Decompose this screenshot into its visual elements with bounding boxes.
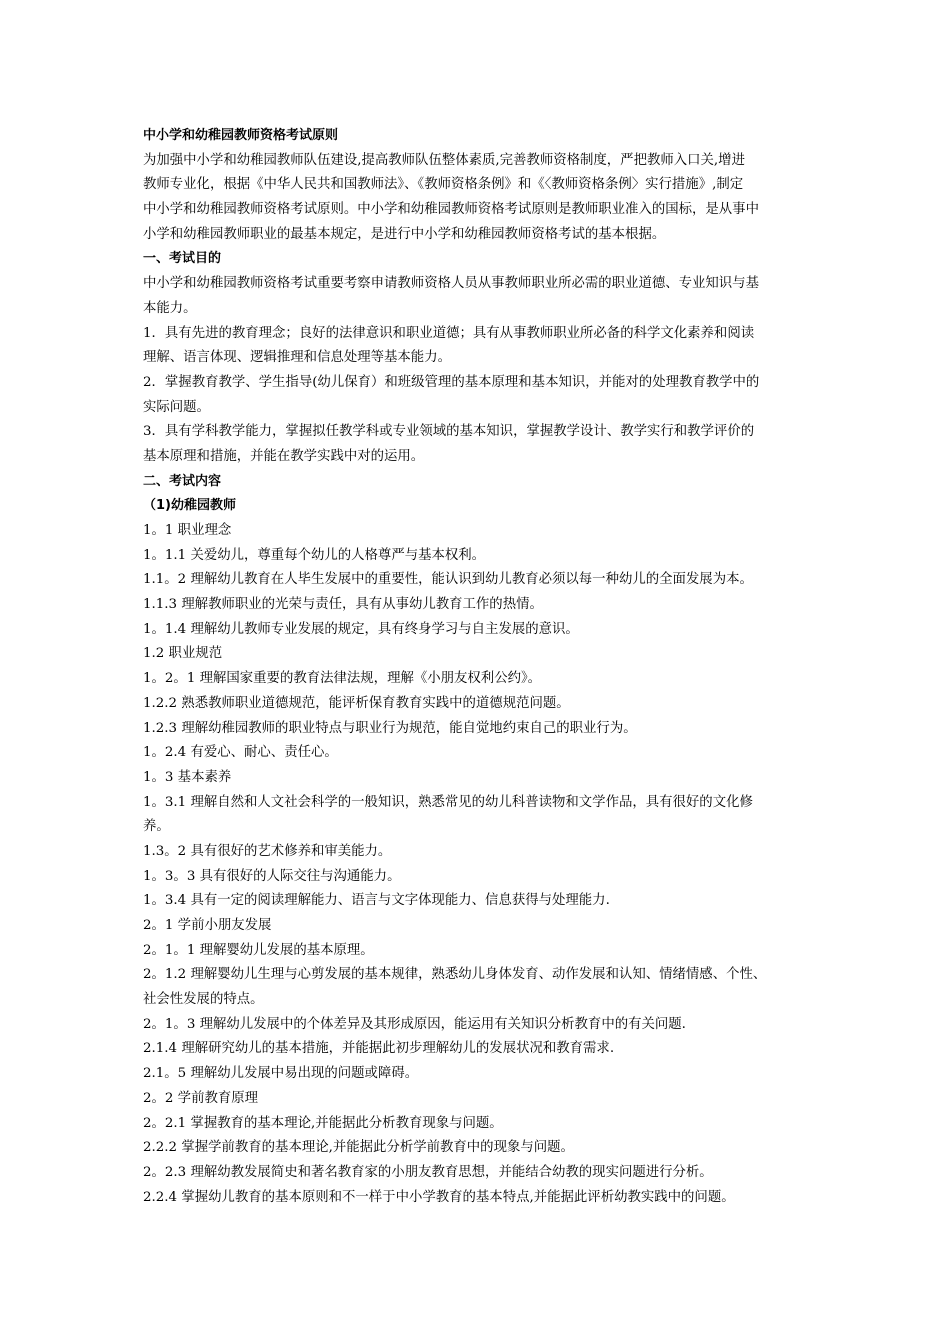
section1-line: 中小学和幼稚园教师资格考试重要考察申请教师资格人员从事教师职业所必需的职业道德、专业知识与基 (143, 276, 759, 292)
section2-line: 2。1 学前小朋友发展 (143, 918, 272, 933)
section1-line: 基本原理和措施，并能在教学实践中对的运用。 (143, 448, 425, 464)
section2-body (143, 519, 823, 1210)
section2-line: 1。2.4 有爱心、耐心、责任心。 (143, 745, 338, 761)
section2-line: 2.1。5 理解幼儿发展中易出现的问题或障碍。 (143, 1066, 419, 1082)
section2-line: 1.1。2 理解幼儿教育在人毕生发展中的重要性，能认识到幼儿教育必须以每一种幼儿的全面发展为本。 (143, 572, 753, 588)
intro-line: 为加强中小学和幼稚园教师队伍建设,提高教师队伍整体素质,完善教师资格制度，严把教师入口关,增进 (143, 152, 745, 168)
section2-line: 1.1.3 理解教师职业的光荣与责任，具有从事幼儿教育工作的热情。 (143, 597, 543, 613)
intro-line: 教师专业化，根据《中华人民共和国教师法》、《教师资格条例》和《〈教师资格条例〉实行措施》,制定 (143, 177, 744, 193)
section2-line: 1.2.3 理解幼稚园教师的职业特点与职业行为规范，能自觉地约束自己的职业行为。 (143, 720, 637, 736)
section2-line: 养。 (143, 819, 170, 835)
section2-line: 1。3 基本素养 (143, 769, 232, 785)
section2-line: 2。2.3 理解幼教发展简史和著名教育家的小朋友教育思想，并能结合幼教的现实问题进行分析。 (143, 1164, 713, 1180)
section2-line: 2。2 学前教育原理 (143, 1090, 259, 1106)
section2-line: 1。1.4 理解幼儿教师专业发展的规定，具有终身学习与自主发展的意识。 (143, 621, 579, 637)
section2-line: 社会性发展的特点。 (143, 992, 264, 1008)
section2-line: 1.3。2 具有很好的艺术修养和审美能力。 (143, 843, 392, 859)
section1-line: 1．具有先进的教育理念；良好的法律意识和职业道德；具有从事教师职业所必备的科学文化素养和阅读 (143, 325, 755, 341)
section2-subheading: （1)幼稚园教师 (143, 498, 236, 514)
section2-line: 2.2.2 掌握学前教育的基本理论,并能据此分析学前教育中的现象与问题。 (143, 1140, 574, 1156)
section2-line: 1.2.2 熟悉教师职业道德规范，能评析保育教育实践中的道德规范问题。 (143, 695, 570, 711)
intro-paragraph (143, 149, 823, 248)
section1-line: 3．具有学科教学能力，掌握拟任教学科或专业领域的基本知识，掌握教学设计、教学实行和教学评价的 (143, 424, 755, 440)
section2-line: 1。3。3 具有很好的人际交往与沟通能力。 (143, 868, 401, 884)
document-body (143, 124, 823, 1210)
section2-line: 2。1。1 理解婴幼儿发展的基本原理。 (143, 942, 374, 958)
section1-heading: 一、考试目的 (143, 251, 222, 267)
section1-line: 实际问题。 (143, 399, 210, 415)
section1-line: 2．掌握教育教学、学生指导(幼儿保育）和班级管理的基本原理和基本知识，并能对的处理教育教学中的 (143, 374, 760, 390)
section2-line: 2。1.2 理解婴幼儿生理与心剪发展的基本规律，熟悉幼儿身体发育、动作发展和认知、情绪情感、个性、 (143, 967, 767, 983)
section2-line: 1。1 职业理念 (143, 523, 232, 538)
section2-line: 1。3.1 理解自然和人文社会科学的一般知识，熟悉常见的幼儿科普读物和文学作品，具有很好的文化修 (143, 794, 753, 810)
section1-body (143, 272, 823, 470)
intro-line: 中小学和幼稚园教师资格考试原则。中小学和幼稚园教师资格考试原则是教师职业准入的国标，是从事中 (143, 202, 759, 218)
section2-line: 2。2.1 掌握教育的基本理论,并能据此分析教育现象与问题。 (143, 1115, 503, 1131)
intro-line: 小学和幼稚园教师职业的最基本规定，是进行中小学和幼稚园教师资格考试的基本根据。 (143, 226, 666, 242)
section1-line: 本能力。 (143, 300, 197, 316)
section2-line: 1。2。1 理解国家重要的教育法律法规，理解《小朋友权利公约》。 (143, 671, 542, 687)
section2-line: 2。1。3 理解幼儿发展中的个体差异及其形成原因，能运用有关知识分析教育中的有关问题. (143, 1016, 686, 1032)
document-title: 中小学和幼稚园教师资格考试原则 (143, 128, 339, 143)
section1-line: 理解、语言体现、逻辑推理和信息处理等基本能力。 (143, 350, 451, 366)
section2-line: 2.1.4 理解研究幼儿的基本措施，并能据此初步理解幼儿的发展状况和教育需求. (143, 1041, 615, 1057)
section2-line: 2.2.4 掌握幼儿教育的基本原则和不一样于中小学教育的基本特点,并能据此评析幼教实践中的问题。 (143, 1189, 735, 1205)
section2-line: 1。1.1 关爱幼儿，尊重每个幼儿的人格尊严与基本权利。 (143, 547, 486, 563)
section2-heading: 二、考试内容 (143, 473, 222, 489)
section2-line: 1。3.4 具有一定的阅读理解能力、语言与文字体现能力、信息获得与处理能力. (143, 893, 610, 909)
section2-line: 1.2 职业规范 (143, 646, 223, 662)
